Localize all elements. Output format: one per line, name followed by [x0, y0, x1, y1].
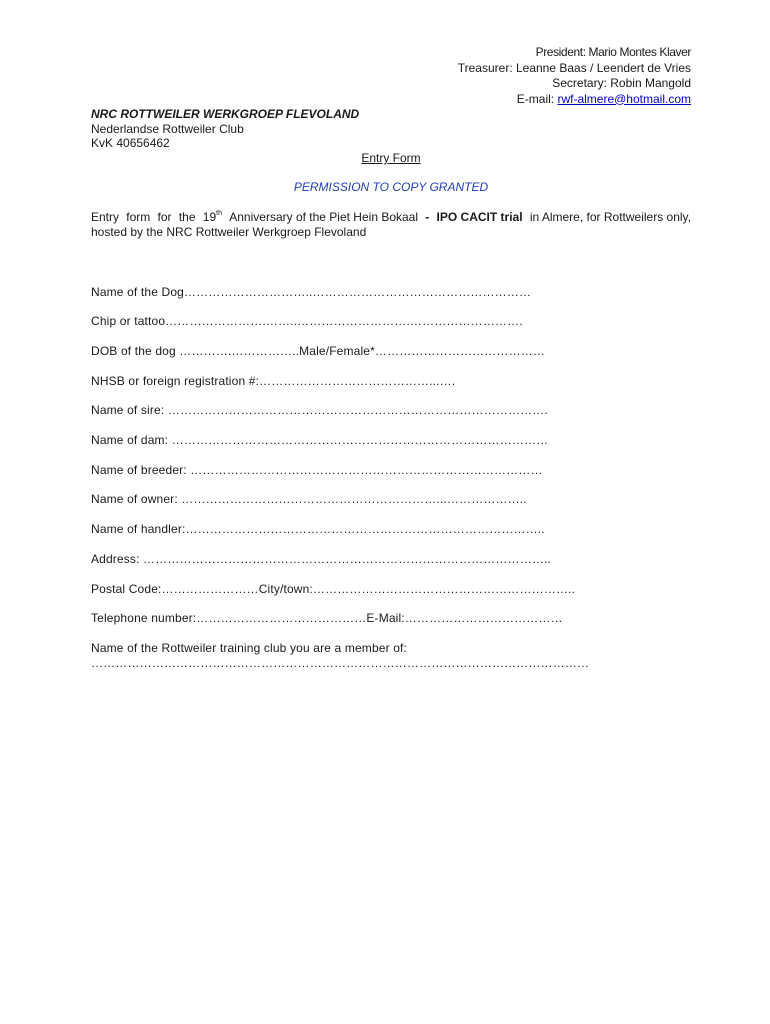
- trial-name: IPO CACIT trial: [436, 210, 523, 224]
- intro-line-2: hosted by the NRC Rottweiler Werkgroep Flevoland: [91, 225, 367, 239]
- club-name: Nederlandse Rottweiler Club: [91, 121, 244, 136]
- breeder-field[interactable]: Name of breeder: ……………………………………………………………………………: [91, 463, 543, 477]
- dog-name-field[interactable]: Name of the Dog…………………………..………………………………………………: [91, 285, 532, 299]
- anniversary-text: Anniversary of the Piet Hein Bokaal: [229, 210, 419, 224]
- ordinal-suffix: th: [216, 210, 222, 217]
- email-label: E-mail:: [516, 91, 558, 106]
- intro-word: the: [178, 210, 196, 224]
- organization-block: [91, 107, 359, 151]
- intro-dash: -: [425, 210, 430, 224]
- kvk-number: KvK 40656462: [91, 136, 170, 150]
- email-line: [458, 92, 691, 108]
- email-link[interactable]: rwf-almere@hotmail.com: [557, 91, 691, 106]
- training-club-field[interactable]: ……………………………………………………………………………………………………………: [91, 656, 590, 670]
- intro-paragraph: [91, 210, 691, 240]
- postal-city-field[interactable]: Postal Code:……………………City/town:………………………………………………………..: [91, 582, 576, 596]
- owner-field[interactable]: Name of owner: ………………………………………………………...………………..: [91, 492, 527, 506]
- dam-field[interactable]: Name of dam: …………………………………………………………………………………: [91, 433, 549, 447]
- officers-block: [458, 45, 691, 107]
- telephone-email-field[interactable]: Telephone number:……………………………………E-Mail:…………………………………: [91, 611, 563, 625]
- nhsb-field[interactable]: NHSB or foreign registration #:……………………………………...….: [91, 374, 456, 388]
- organization-name: NRC ROTTWEILER WERKGROEP FLEVOLAND: [91, 107, 360, 121]
- chip-field[interactable]: Chip or tattoo…………………….……..……………………….……………………….: [91, 314, 523, 328]
- intro-word: for: [157, 210, 172, 224]
- treasurer-line: Treasurer: Leanne Baas / Leendert de Vries: [457, 60, 691, 75]
- training-club-label: Name of the Rottweiler training club you are a member of:: [91, 641, 408, 655]
- address-field[interactable]: Address: ………………………………………………………………………………………..: [91, 552, 551, 566]
- intro-line-1: [91, 210, 691, 225]
- intro-word: form: [126, 210, 151, 224]
- secretary-line: Secretary: Robin Mangold: [552, 76, 691, 90]
- anniversary-number: 19th: [202, 210, 222, 224]
- sire-field[interactable]: Name of sire: ………………………………………………………………………………….: [91, 403, 548, 417]
- intro-word: Entry: [91, 210, 120, 224]
- president-line: President: Mario Montes Klaver: [535, 45, 691, 59]
- dob-sex-field[interactable]: DOB of the dog ………….……………..Male/Female*……………………………………: [91, 344, 546, 358]
- intro-rest: in Almere, for Rottweilers only,: [529, 210, 691, 224]
- handler-field[interactable]: Name of handler:……………………………………………………………………………..: [91, 522, 545, 536]
- permission-notice: PERMISSION TO COPY GRANTED: [293, 180, 489, 194]
- form-title: Entry Form: [361, 151, 421, 165]
